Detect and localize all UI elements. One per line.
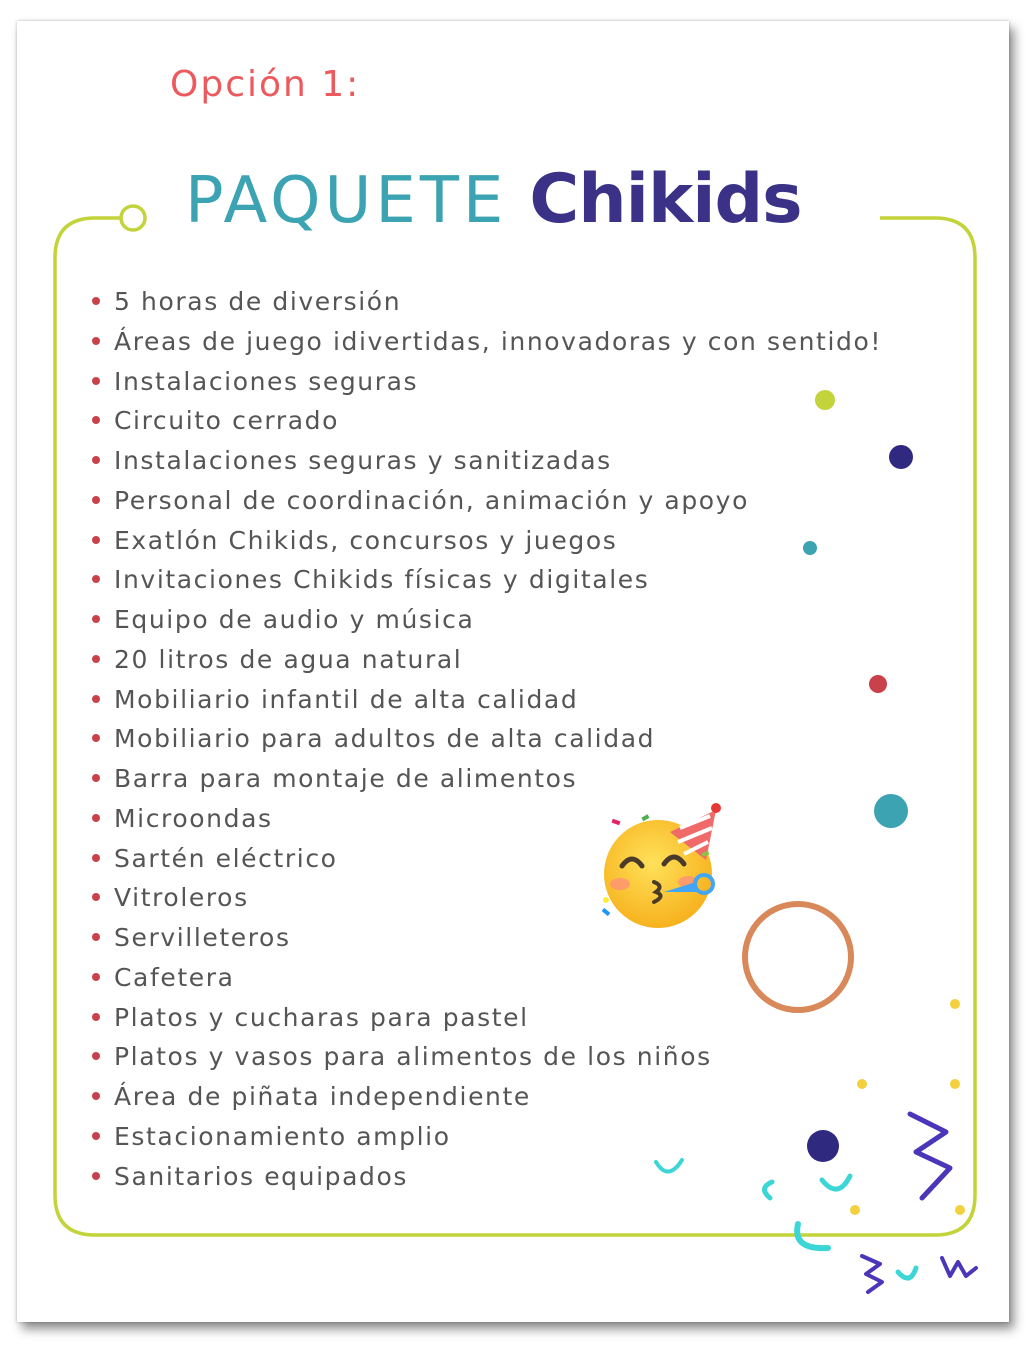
- bullet-icon: [92, 456, 100, 464]
- list-item: [88, 839, 882, 879]
- list-item: [88, 1077, 882, 1117]
- frame-knob: [121, 206, 145, 230]
- list-item: [88, 878, 882, 918]
- list-item: [88, 322, 882, 362]
- bullet-icon: [92, 496, 100, 504]
- bullet-icon: [92, 933, 100, 941]
- list-item-text: Área de piñata independiente: [114, 1082, 531, 1111]
- squiggle-large: [910, 1114, 950, 1198]
- confetti-arc: [898, 1268, 916, 1278]
- list-item: [88, 1157, 882, 1197]
- bullet-icon: [92, 814, 100, 822]
- feature-list: [88, 282, 882, 1196]
- bullet-icon: [92, 297, 100, 305]
- package-title: [185, 160, 802, 260]
- list-item-text: Personal de coordinación, animación y apoyo: [114, 485, 749, 515]
- bullet-icon: [92, 416, 100, 424]
- list-item-text: Platos y cucharas para pastel: [114, 1002, 529, 1032]
- list-item-text: Cafetera: [114, 962, 235, 992]
- list-item-text: Equipo de audio y música: [114, 605, 475, 634]
- bullet-icon: [92, 1013, 100, 1021]
- title-paquete: PAQUETE: [185, 164, 508, 238]
- squiggle-zigzag: [942, 1258, 976, 1276]
- list-item: [88, 481, 882, 521]
- list-item-text: Microondas: [114, 803, 273, 833]
- partying-face-icon: [598, 802, 722, 930]
- list-item-text: Mobiliario para adultos de alta calidad: [114, 724, 656, 754]
- list-item: [88, 600, 882, 640]
- bullet-icon: [92, 1132, 100, 1140]
- bullet-icon: [92, 337, 100, 345]
- title-brand-logo: Chikids: [529, 160, 802, 239]
- list-item: [88, 401, 882, 441]
- list-item: [88, 1117, 882, 1157]
- list-item-text: Sanitarios equipados: [114, 1161, 409, 1191]
- list-item: [88, 799, 882, 839]
- list-item: [88, 719, 882, 759]
- bullet-icon: [92, 536, 100, 544]
- option-label: Opción 1:: [170, 64, 361, 105]
- list-item: [88, 282, 882, 322]
- list-item: [88, 958, 882, 998]
- list-item: [88, 362, 882, 402]
- bullet-icon: [92, 655, 100, 663]
- list-item-text: Platos y vasos para alimentos de los niños: [114, 1042, 712, 1072]
- confetti-yellow: [955, 1205, 965, 1215]
- list-item-text: Circuito cerrado: [114, 406, 340, 436]
- list-item: [88, 918, 882, 958]
- squiggle-small: [862, 1256, 882, 1292]
- bullet-icon: [92, 774, 100, 782]
- bullet-icon: [92, 575, 100, 583]
- list-item-text: Áreas de juego idivertidas, innovadoras y con sentido!: [114, 326, 882, 356]
- list-item: [88, 1037, 882, 1077]
- bullet-icon: [92, 734, 100, 742]
- list-item-text: Exatlón Chikids, concursos y juegos: [114, 525, 618, 555]
- confetti-yellow: [850, 1205, 860, 1215]
- bullet-icon: [92, 1172, 100, 1180]
- bullet-icon: [92, 377, 100, 385]
- list-item-text: Estacionamiento amplio: [114, 1121, 451, 1151]
- list-item-text: Mobiliario infantil de alta calidad: [114, 684, 579, 714]
- list-item: [88, 759, 882, 799]
- bullet-icon: [92, 893, 100, 901]
- list-item-text: 20 litros de agua natural: [114, 644, 463, 674]
- confetti-yellow: [950, 999, 960, 1009]
- bullet-icon: [92, 1052, 100, 1060]
- list-item-text: 5 horas de diversión: [114, 287, 402, 316]
- list-item: [88, 441, 882, 481]
- bullet-icon: [92, 695, 100, 703]
- list-item-text: Instalaciones seguras: [114, 366, 419, 396]
- list-item-text: Vitroleros: [114, 883, 249, 913]
- bullet-icon: [92, 1092, 100, 1100]
- list-item-text: Barra para montaje de alimentos: [114, 764, 578, 793]
- dot-purple: [889, 445, 913, 469]
- bullet-icon: [92, 854, 100, 862]
- list-item: [88, 521, 882, 561]
- list-item: [88, 560, 882, 600]
- list-item: [88, 998, 882, 1038]
- bullet-icon: [92, 615, 100, 623]
- confetti-yellow: [950, 1079, 960, 1089]
- bullet-icon: [92, 973, 100, 981]
- list-item-text: Sartén eléctrico: [114, 843, 338, 873]
- list-item: [88, 640, 882, 680]
- list-item: [88, 680, 882, 720]
- list-item-text: Instalaciones seguras y sanitizadas: [114, 446, 612, 475]
- list-item-text: Invitaciones Chikids físicas y digitales: [114, 565, 650, 595]
- list-item-text: Servilleteros: [114, 923, 291, 952]
